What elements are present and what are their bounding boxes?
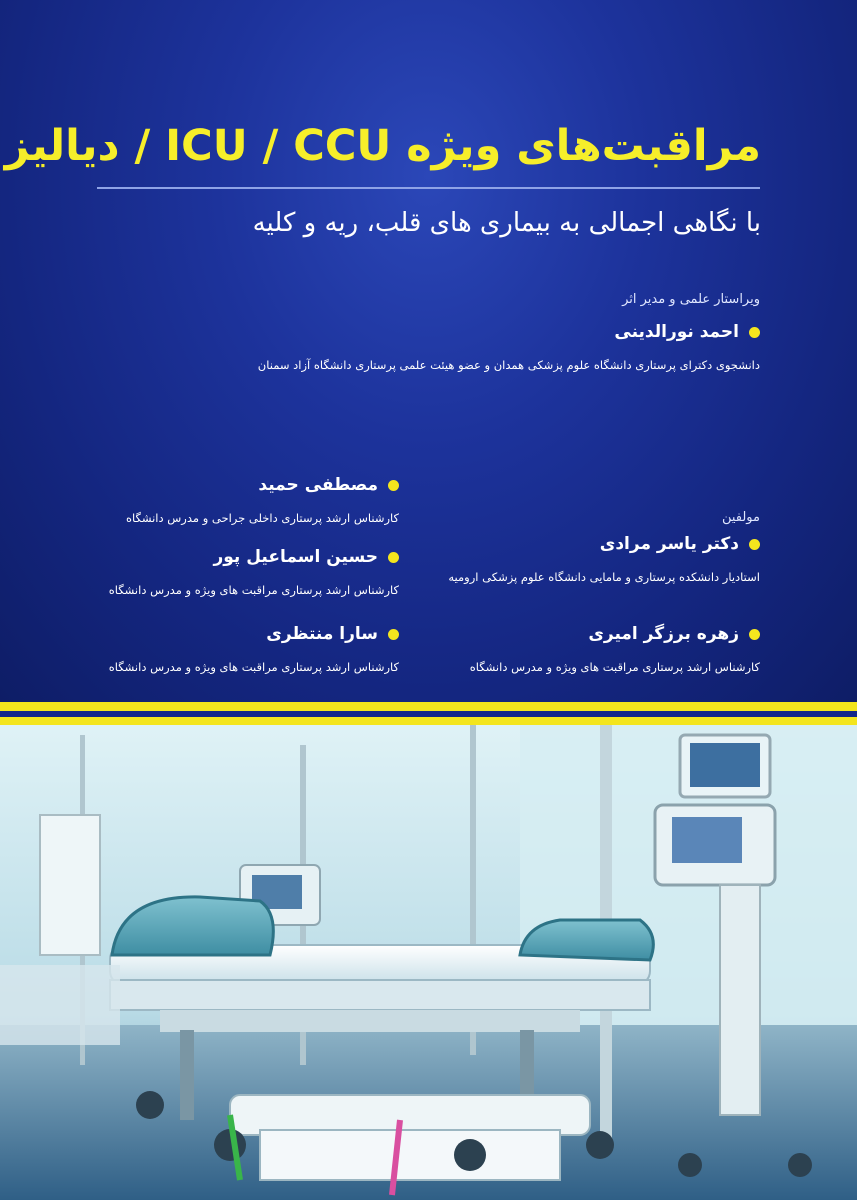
author-block [109, 545, 399, 599]
author-name: مصطفی حمید [258, 475, 378, 495]
author-block [109, 622, 399, 676]
book-subtitle: با نگاهی اجمالی به بیماری های قلب، ریه و کلیه [252, 208, 761, 238]
author-description: کارشناس ارشد پرستاری مراقبت های ویژه و مدرس دانشگاه [469, 660, 760, 674]
bullet-icon [749, 327, 760, 338]
editor-name: احمد نورالدینی [614, 322, 739, 342]
book-title: مراقبت‌های ویژه ICU / CCU / دیالیز [4, 121, 761, 171]
author-block [448, 532, 760, 586]
author-description: کارشناس ارشد پرستاری داخلی جراحی و مدرس دانشگاه [125, 511, 399, 525]
bullet-icon [388, 480, 399, 491]
author-name: حسین اسماعیل پور [213, 547, 378, 567]
title-divider [97, 187, 760, 189]
editor-label: ویراستار علمی و مدیر اثر [622, 292, 760, 307]
authors-label: مولفین [721, 510, 760, 525]
bullet-icon [388, 629, 399, 640]
author-name: سارا منتظری [266, 624, 378, 644]
author-name: زهره برزگر امیری [588, 624, 739, 644]
bullet-icon [749, 629, 760, 640]
accent-stripe [0, 702, 857, 711]
editor-description: دانشجوی دکترای پرستاری دانشگاه علوم پزشکی همدان و عضو هیئت علمی پرستاری دانشگاه آزاد سمنان [257, 358, 760, 372]
author-description: کارشناس ارشد پرستاری مراقبت های ویژه و مدرس دانشگاه [108, 583, 399, 597]
author-block [126, 473, 399, 527]
editor-block [258, 320, 760, 374]
author-description: استادیار دانشکده پرستاری و مامایی دانشگاه علوم پزشکی ارومیه [448, 570, 760, 584]
accent-stripe [0, 717, 857, 725]
author-block [470, 622, 760, 676]
author-name: دکتر یاسر مرادی [599, 534, 739, 554]
bullet-icon [388, 552, 399, 563]
icu-hospital-bed-photo [0, 725, 857, 1200]
bullet-icon [749, 539, 760, 550]
author-description: کارشناس ارشد پرستاری مراقبت های ویژه و مدرس دانشگاه [108, 660, 399, 674]
